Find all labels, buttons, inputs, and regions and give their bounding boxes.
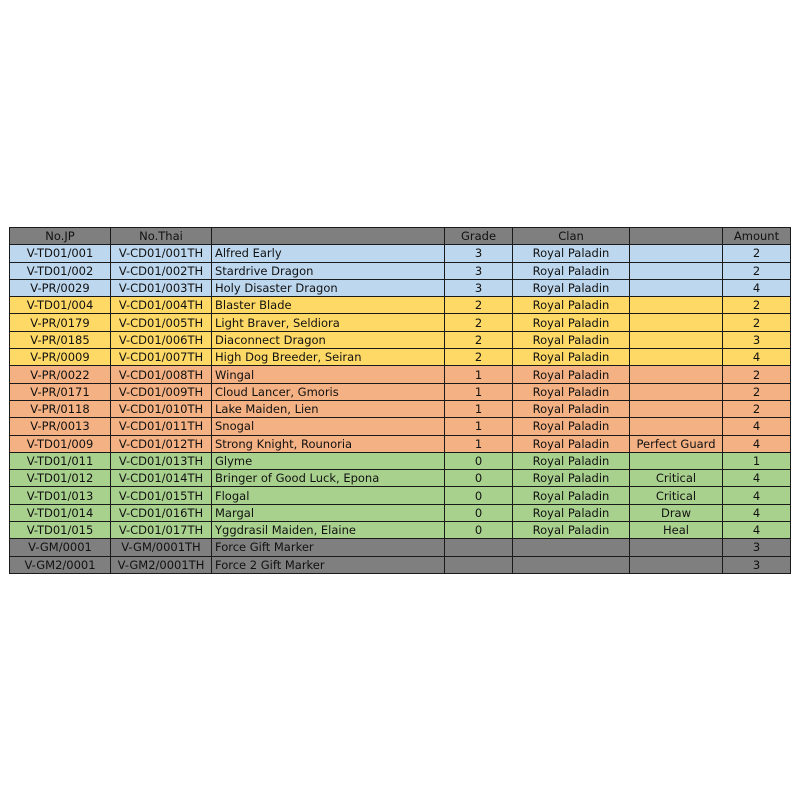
table-row — [10, 522, 791, 539]
cell-clan: Royal Paladin — [513, 279, 630, 296]
cell-no-jp: V-GM2/0001 — [10, 556, 111, 573]
cell-clan: Royal Paladin — [513, 400, 630, 417]
cell-amount: 4 — [723, 504, 791, 521]
cell-amount: 4 — [723, 522, 791, 539]
table-row — [10, 331, 791, 348]
cell-clan: Royal Paladin — [513, 331, 630, 348]
cell-grade: 1 — [445, 400, 513, 417]
cell-no-jp: V-GM/0001 — [10, 539, 111, 556]
cell-note — [630, 418, 723, 435]
cell-grade: 3 — [445, 279, 513, 296]
cell-clan: Royal Paladin — [513, 435, 630, 452]
header-no-thai: No.Thai — [111, 228, 212, 245]
cell-amount: 2 — [723, 245, 791, 262]
header-row — [10, 228, 791, 245]
cell-no-jp: V-PR/0009 — [10, 349, 111, 366]
table-row — [10, 556, 791, 573]
cell-grade — [445, 556, 513, 573]
cell-note — [630, 314, 723, 331]
cell-note — [630, 556, 723, 573]
cell-no-jp: V-TD01/013 — [10, 487, 111, 504]
cell-no-jp: V-PR/0171 — [10, 383, 111, 400]
cell-no-jp: V-TD01/001 — [10, 245, 111, 262]
cell-clan: Royal Paladin — [513, 245, 630, 262]
cell-no-thai: V-CD01/015TH — [111, 487, 212, 504]
header-clan: Clan — [513, 228, 630, 245]
cell-no-jp: V-TD01/004 — [10, 297, 111, 314]
cell-clan — [513, 556, 630, 573]
header-amount: Amount — [723, 228, 791, 245]
cell-amount: 2 — [723, 297, 791, 314]
cell-clan: Royal Paladin — [513, 522, 630, 539]
cell-name: Light Braver, Seldiora — [212, 314, 445, 331]
cell-amount: 2 — [723, 262, 791, 279]
cell-grade: 0 — [445, 470, 513, 487]
cell-amount: 3 — [723, 539, 791, 556]
table-row — [10, 366, 791, 383]
table-row — [10, 470, 791, 487]
cell-amount: 3 — [723, 331, 791, 348]
cell-clan: Royal Paladin — [513, 262, 630, 279]
cell-clan — [513, 539, 630, 556]
cell-name: Diaconnect Dragon — [212, 331, 445, 348]
cell-note — [630, 279, 723, 296]
cell-no-thai: V-CD01/017TH — [111, 522, 212, 539]
cell-grade: 3 — [445, 245, 513, 262]
cell-amount: 3 — [723, 556, 791, 573]
cell-no-thai: V-CD01/004TH — [111, 297, 212, 314]
table-row — [10, 435, 791, 452]
cell-no-thai: V-CD01/009TH — [111, 383, 212, 400]
header-note — [630, 228, 723, 245]
cell-grade: 0 — [445, 504, 513, 521]
cell-name: Lake Maiden, Lien — [212, 400, 445, 417]
cell-clan: Royal Paladin — [513, 452, 630, 469]
cell-amount: 4 — [723, 418, 791, 435]
cell-no-thai: V-CD01/012TH — [111, 435, 212, 452]
cell-no-jp: V-TD01/015 — [10, 522, 111, 539]
header-no-jp: No.JP — [10, 228, 111, 245]
cell-amount: 4 — [723, 349, 791, 366]
cell-note: Draw — [630, 504, 723, 521]
cell-note — [630, 383, 723, 400]
cell-name: Snogal — [212, 418, 445, 435]
cell-grade: 1 — [445, 418, 513, 435]
cell-grade: 1 — [445, 435, 513, 452]
table-row — [10, 262, 791, 279]
cell-no-thai: V-CD01/016TH — [111, 504, 212, 521]
cell-no-jp: V-TD01/014 — [10, 504, 111, 521]
cell-no-thai: V-GM2/0001TH — [111, 556, 212, 573]
table-row — [10, 487, 791, 504]
cell-no-jp: V-PR/0179 — [10, 314, 111, 331]
table-row — [10, 245, 791, 262]
cell-name: Force Gift Marker — [212, 539, 445, 556]
cell-note — [630, 262, 723, 279]
cell-note — [630, 452, 723, 469]
cell-amount: 4 — [723, 435, 791, 452]
cell-no-thai: V-CD01/014TH — [111, 470, 212, 487]
cell-clan: Royal Paladin — [513, 504, 630, 521]
cell-name: Force 2 Gift Marker — [212, 556, 445, 573]
cell-amount: 4 — [723, 279, 791, 296]
cell-name: Holy Disaster Dragon — [212, 279, 445, 296]
cell-no-jp: V-PR/0185 — [10, 331, 111, 348]
cell-no-jp: V-PR/0118 — [10, 400, 111, 417]
cell-name: Wingal — [212, 366, 445, 383]
cell-no-jp: V-TD01/011 — [10, 452, 111, 469]
cell-note — [630, 349, 723, 366]
cell-no-thai: V-CD01/001TH — [111, 245, 212, 262]
cell-amount: 2 — [723, 314, 791, 331]
cell-no-jp: V-TD01/009 — [10, 435, 111, 452]
cell-no-thai: V-CD01/010TH — [111, 400, 212, 417]
cell-grade: 1 — [445, 366, 513, 383]
cell-grade: 2 — [445, 314, 513, 331]
table-row — [10, 279, 791, 296]
cell-clan: Royal Paladin — [513, 366, 630, 383]
cell-clan: Royal Paladin — [513, 487, 630, 504]
table-row — [10, 539, 791, 556]
cell-amount: 2 — [723, 400, 791, 417]
cell-note — [630, 245, 723, 262]
cell-amount: 1 — [723, 452, 791, 469]
cell-name: Glyme — [212, 452, 445, 469]
cell-clan: Royal Paladin — [513, 297, 630, 314]
table-row — [10, 418, 791, 435]
cell-grade — [445, 539, 513, 556]
cell-note — [630, 400, 723, 417]
cell-name: Flogal — [212, 487, 445, 504]
cell-no-thai: V-CD01/006TH — [111, 331, 212, 348]
cell-grade: 2 — [445, 331, 513, 348]
cell-grade: 0 — [445, 522, 513, 539]
cell-grade: 1 — [445, 383, 513, 400]
cell-note: Critical — [630, 487, 723, 504]
cell-no-thai: V-CD01/007TH — [111, 349, 212, 366]
cell-note — [630, 297, 723, 314]
cell-amount: 2 — [723, 383, 791, 400]
cell-no-jp: V-TD01/012 — [10, 470, 111, 487]
cell-note: Heal — [630, 522, 723, 539]
table-row — [10, 314, 791, 331]
table-row — [10, 383, 791, 400]
table-row — [10, 452, 791, 469]
header-name — [212, 228, 445, 245]
cell-no-thai: V-GM/0001TH — [111, 539, 212, 556]
cell-name: Strong Knight, Rounoria — [212, 435, 445, 452]
cell-grade: 0 — [445, 487, 513, 504]
cell-no-thai: V-CD01/011TH — [111, 418, 212, 435]
cell-clan: Royal Paladin — [513, 418, 630, 435]
cell-name: Blaster Blade — [212, 297, 445, 314]
cell-clan: Royal Paladin — [513, 470, 630, 487]
cell-name: Alfred Early — [212, 245, 445, 262]
cell-name: Yggdrasil Maiden, Elaine — [212, 522, 445, 539]
cell-clan: Royal Paladin — [513, 383, 630, 400]
cell-no-thai: V-CD01/008TH — [111, 366, 212, 383]
cell-clan: Royal Paladin — [513, 349, 630, 366]
cell-grade: 3 — [445, 262, 513, 279]
cell-note: Critical — [630, 470, 723, 487]
header-grade: Grade — [445, 228, 513, 245]
cell-amount: 4 — [723, 470, 791, 487]
cell-no-thai: V-CD01/013TH — [111, 452, 212, 469]
cell-grade: 2 — [445, 297, 513, 314]
cell-note — [630, 331, 723, 348]
table-row — [10, 349, 791, 366]
cell-grade: 0 — [445, 452, 513, 469]
cell-no-jp: V-PR/0022 — [10, 366, 111, 383]
cell-note — [630, 539, 723, 556]
cell-clan: Royal Paladin — [513, 314, 630, 331]
cell-name: Margal — [212, 504, 445, 521]
cell-no-thai: V-CD01/003TH — [111, 279, 212, 296]
cell-no-jp: V-TD01/002 — [10, 262, 111, 279]
cell-no-thai: V-CD01/002TH — [111, 262, 212, 279]
cell-amount: 4 — [723, 487, 791, 504]
cell-note: Perfect Guard — [630, 435, 723, 452]
cell-grade: 2 — [445, 349, 513, 366]
cell-name: Bringer of Good Luck, Epona — [212, 470, 445, 487]
cell-no-thai: V-CD01/005TH — [111, 314, 212, 331]
cell-note — [630, 366, 723, 383]
table-row — [10, 297, 791, 314]
cell-amount: 2 — [723, 366, 791, 383]
table-row — [10, 400, 791, 417]
cell-no-jp: V-PR/0029 — [10, 279, 111, 296]
cell-name: Stardrive Dragon — [212, 262, 445, 279]
cell-no-jp: V-PR/0013 — [10, 418, 111, 435]
cell-name: High Dog Breeder, Seiran — [212, 349, 445, 366]
card-list-table — [9, 227, 791, 574]
cell-name: Cloud Lancer, Gmoris — [212, 383, 445, 400]
table-row — [10, 504, 791, 521]
